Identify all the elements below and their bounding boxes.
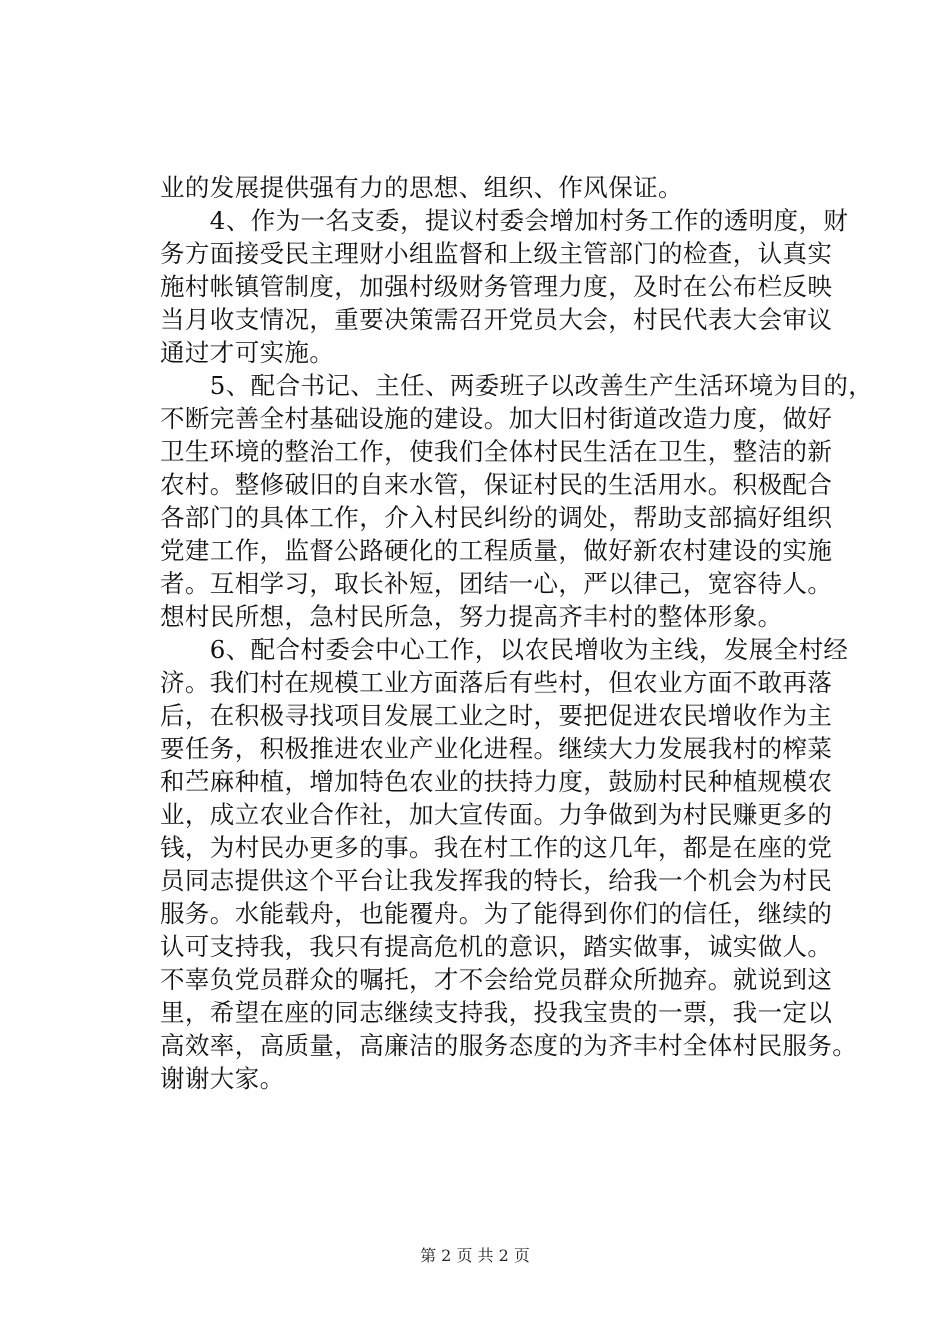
body-text [160, 171, 874, 1095]
text-line: 里，希望在座的同志继续支持我，投我宝贵的一票，我一定以 [160, 998, 833, 1027]
text-line: 业，成立农业合作社，加大宣传面。力争做到为村民赚更多的 [160, 800, 833, 829]
text-line: 党建工作，监督公路硬化的工程质量，做好新农村建设的实施 [160, 536, 833, 565]
text-line: 高效率，高质量，高廉洁的服务态度的为齐丰村全体村民服务。 [160, 1031, 858, 1060]
text-line: 济。我们村在规模工业方面落后有些村，但农业方面不敢再落 [160, 668, 833, 697]
text-line: 施村帐镇管制度，加强村级财务管理力度，及时在公布栏反映 [160, 272, 833, 301]
text-line: 者。互相学习，取长补短，团结一心，严以律己，宽容待人。 [160, 569, 833, 598]
text-line: 4、作为一名支委，提议村委会增加村务工作的透明度，财 [160, 206, 849, 235]
text-line: 卫生环境的整治工作，使我们全体村民生活在卫生，整洁的新 [160, 437, 833, 466]
text-line: 各部门的具体工作，介入村民纠纷的调处，帮助支部搞好组织 [160, 503, 833, 532]
text-line: 后，在积极寻找项目发展工业之时，要把促进农民增收作为主 [160, 701, 833, 730]
page-number-footer: 第 2 页 共 2 页 [420, 1246, 530, 1265]
text-line: 务方面接受民主理财小组监督和上级主管部门的检查，认真实 [160, 239, 833, 268]
text-line: 谢谢大家。 [160, 1064, 285, 1093]
text-line: 当月收支情况，重要决策需召开党员大会，村民代表大会审议 [160, 305, 833, 334]
text-line: 6、配合村委会中心工作，以农民增收为主线，发展全村经 [160, 635, 849, 664]
text-line: 业的发展提供强有力的思想、组织、作风保证。 [160, 173, 683, 202]
text-line: 农村。整修破旧的自来水管，保证村民的生活用水。积极配合 [160, 470, 833, 499]
text-line: 要任务，积极推进农业产业化进程。继续大力发展我村的榨菜 [160, 734, 833, 763]
text-line: 服务。水能载舟，也能覆舟。为了能得到你们的信任，继续的 [160, 899, 833, 928]
text-line: 和苎麻种植，增加特色农业的扶持力度，鼓励村民种植规模农 [160, 767, 833, 796]
text-line: 认可支持我，我只有提高危机的意识，踏实做事，诚实做人。 [160, 932, 833, 961]
text-line: 不断完善全村基础设施的建设。加大旧村街道改造力度，做好 [160, 404, 833, 433]
text-line: 5、配合书记、主任、两委班子以改善生产生活环境为目的， [160, 371, 874, 400]
text-line: 不辜负党员群众的嘱托，才不会给党员群众所抛弃。就说到这 [160, 965, 833, 994]
text-line: 想村民所想，急村民所急，努力提高齐丰村的整体形象。 [160, 602, 783, 631]
text-line: 钱，为村民办更多的事。我在村工作的这几年，都是在座的党 [160, 833, 833, 862]
text-line: 员同志提供这个平台让我发挥我的特长，给我一个机会为村民 [160, 866, 833, 895]
text-line: 通过才可实施。 [160, 338, 335, 367]
